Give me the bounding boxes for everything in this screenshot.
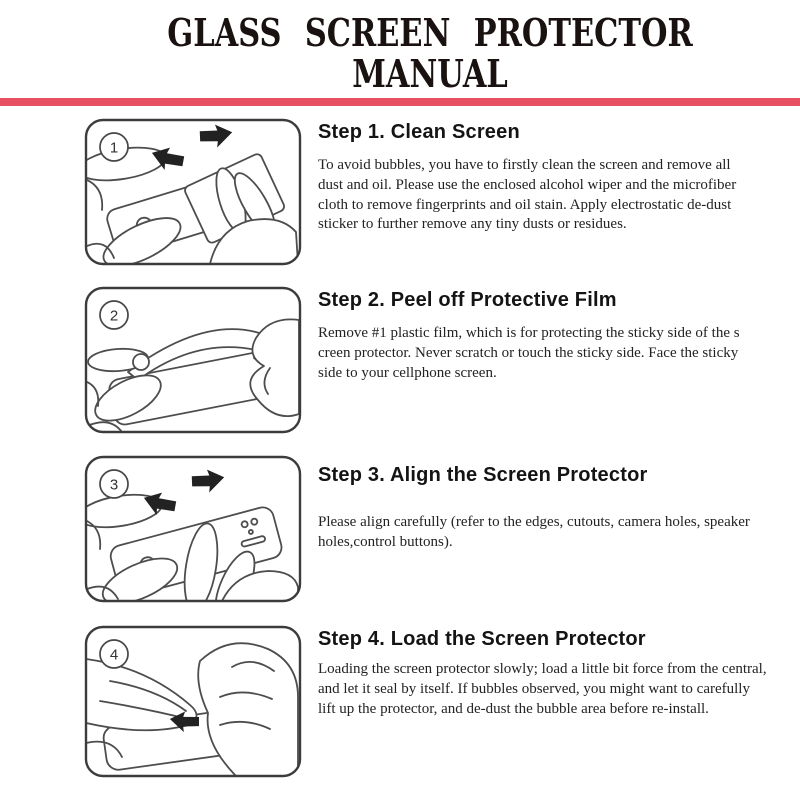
step3-heading: Step 3. Align the Screen Protector	[318, 464, 648, 486]
step-number-badge	[100, 640, 128, 668]
step-body-line: dust and oil. Please use the enclosed alcohol wiper and the microfiber	[318, 176, 737, 193]
step-body-line: To avoid bubbles, you have to firstly clean the screen and remove all	[318, 157, 731, 173]
step-body-line: creen protector. Never scratch or touch the sticky side. Face the sticky	[318, 344, 739, 361]
svg-text:1: 1	[109, 139, 119, 157]
step3-text	[318, 457, 786, 553]
align-protector-drawing	[84, 455, 302, 603]
step1-heading: Step 1. Clean Screen	[318, 121, 520, 143]
svg-text:4: 4	[109, 646, 119, 664]
step1-text	[318, 120, 786, 235]
step-number-badge	[100, 133, 128, 161]
step3-body	[318, 513, 786, 553]
step-section-3	[0, 455, 800, 615]
arrow-right-icon	[198, 122, 234, 149]
step2-heading: Step 2. Peel off Protective Film	[318, 289, 617, 311]
step-body-line: and let it seal by itself. If bubbles observed, you might want to carefully	[318, 680, 750, 697]
page-title-line1: GLASS SCREEN PROTECTOR	[167, 10, 693, 55]
step4-heading: Step 4. Load the Screen Protector	[318, 628, 646, 650]
step3-illustration	[84, 455, 302, 603]
step-body-line: Please align carefully (refer to the edges, cutouts, camera holes, speaker	[318, 514, 750, 530]
step1-body	[318, 156, 786, 235]
svg-text:3: 3	[109, 476, 119, 494]
press-protector-drawing	[84, 625, 302, 778]
step-section-1	[0, 118, 800, 278]
step-body-line: holes,control buttons).	[318, 533, 453, 550]
step-body-line: lift up the protector, and de-dust the bubble area before re-install.	[318, 700, 709, 717]
step4-illustration	[84, 625, 302, 778]
title-divider	[0, 98, 800, 106]
step-number-badge	[100, 301, 128, 329]
step4-text	[318, 627, 786, 719]
step2-illustration	[84, 286, 302, 434]
arrow-right-icon	[190, 467, 226, 494]
page-title-line2: MANUAL	[352, 51, 508, 96]
title-block	[30, 12, 800, 94]
svg-text:2: 2	[109, 307, 119, 325]
wipe-screen-drawing	[84, 118, 302, 266]
left-fingertip	[133, 354, 149, 370]
step2-body	[318, 324, 786, 383]
step-body-line: sticker to further remove any tiny dusts or residues.	[318, 216, 627, 233]
step-body-line: cloth to remove fingerprints and oil stain. Apply electrostatic de-dust	[318, 196, 732, 213]
step-body-line: Remove #1 plastic film, which is for protecting the sticky side of the s	[318, 325, 740, 341]
step-section-2	[0, 286, 800, 446]
step2-text	[318, 288, 786, 383]
step-body-line: side to your cellphone screen.	[318, 364, 497, 381]
peel-film-drawing	[84, 286, 302, 434]
step4-body	[318, 660, 786, 719]
step1-illustration	[84, 118, 302, 266]
step-section-4	[0, 625, 800, 785]
step-body-line: Loading the screen protector slowly; load a little bit force from the central,	[318, 661, 767, 677]
step-number-badge	[100, 470, 128, 498]
